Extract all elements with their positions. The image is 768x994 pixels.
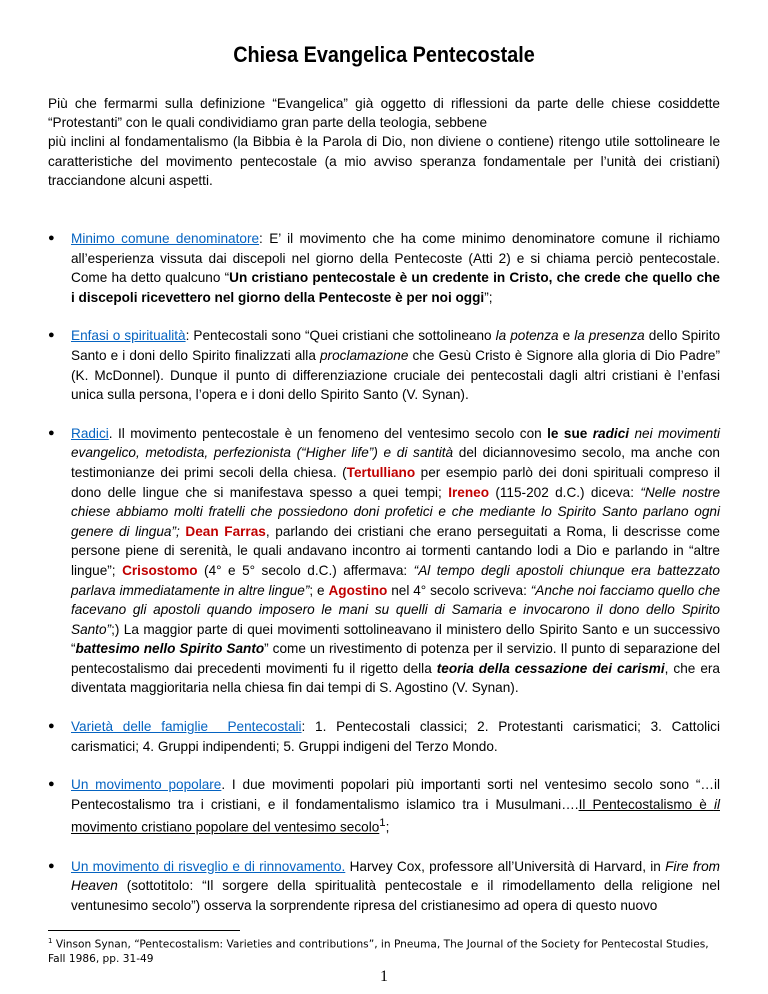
item-italic-text: proclamazione bbox=[320, 347, 409, 363]
item-italic-text: la potenza bbox=[495, 328, 559, 344]
item-text: (115-202 d.C.) diceva: bbox=[489, 484, 641, 500]
item-heading-dot: . bbox=[341, 858, 346, 874]
item-text: del diciannovesimo secolo, ma anche con testimonianze dei primi secoli della chiesa. ( bbox=[71, 445, 720, 480]
item-text: (sottotitolo: “Il sorgere della spiritualità pentecostale e il rimodellamento della religione nel ventunesimo secolo”) osserva la sorprendente ripresa del cristianesimo ad opera di questo nuovo bbox=[71, 878, 720, 913]
footnote-text: Vinson Synan, “Pentecostalism: Varieties and contributions”, in Pneuma, The Journal of the Society for Pentecostal Studies, Fall 1986, pp. 31-49 bbox=[48, 938, 709, 965]
item-text: nel 4° secolo scriveva: bbox=[387, 582, 531, 598]
item-italic-text: Fire from Heaven bbox=[71, 858, 721, 894]
item-text: (4° e 5° secolo d.C.) affermava: bbox=[197, 562, 414, 578]
bullet-icon: ● bbox=[48, 720, 55, 733]
list-item bbox=[48, 424, 720, 698]
item-text: ” come un rivestimento di potenza per il servizio. Il punto di separazione del pentecostalismo dai precedenti movimenti fu il rigetto della bbox=[71, 641, 720, 676]
author-name: Agostino bbox=[328, 582, 388, 598]
author-name: Tertulliano bbox=[346, 464, 416, 480]
item-underlined-italic-text: il bbox=[713, 796, 720, 812]
item-text: dello Spirito Santo e i doni dello Spirito finalizzati alla bbox=[71, 328, 721, 363]
author-name: Crisostomo bbox=[122, 562, 198, 578]
item-bold-text: Un cristiano pentecostale è un credente in Cristo, che crede che quello che i discepoli ricevettero nel giorno della Pentecoste è per noi oggi bbox=[71, 270, 720, 305]
item-italic-text: “Al tempo degli apostoli chiunque era battezzato parlava immediatamente in altre lingue” bbox=[71, 562, 720, 598]
item-text: , che era diventata maggioritaria nella chiesa fin dai tempi di S. Agostino (V. Synan). bbox=[71, 660, 720, 696]
item-italic-text: “Anche noi facciamo quello che facevano gli apostoli quando imposero le mani su quelli di Samaria e invocarono il dono dello Spirito Santo” bbox=[71, 582, 721, 637]
item-text: ;) La maggior parte di quei movimenti sottolineavano il ministero dello Spirito Santo e un successivo “ bbox=[71, 621, 720, 657]
item-text: Harvey Cox, professore all’Università di Harvard, in bbox=[345, 858, 666, 874]
item-text: ”; bbox=[484, 289, 493, 305]
intro-line-1: Più che fermarmi sulla definizione “Evangelica” già oggetto di riflessioni da parte delle chiese cosiddette “Protestanti” con le quali condividiamo gran parte della teologia, sebbene bbox=[48, 96, 720, 131]
item-text: per esempio parlò dei doni spirituali compreso il dono delle lingue che si manifestava spesso a quei tempi; bbox=[71, 464, 721, 500]
footnote bbox=[48, 934, 720, 966]
item-heading-link[interactable]: Enfasi o spiritualità bbox=[71, 328, 186, 344]
item-heading-link[interactable]: Un movimento di risveglio e di rinnovamento bbox=[71, 858, 342, 874]
list-item bbox=[48, 326, 720, 404]
item-text: : 1. Pentecostali classici; 2. Protestanti carismatici; 3. Cattolici carismatici; 4. Gruppi indipendenti; 5. Gruppi indigeni del Terzo Mondo. bbox=[71, 719, 720, 754]
list-item bbox=[48, 775, 720, 837]
item-text: . Il movimento pentecostale è un fenomeno del ventesimo secolo con bbox=[108, 425, 548, 441]
item-text: , parlando dei cristiani che erano perseguitati a Roma, li descrisse come persone piene di serenità, le quali andavano incontro ai tormenti cantando lodi a Dio e parlando in “altre lingue”; bbox=[71, 523, 720, 578]
page-title: Chiesa Evangelica Pentecostale bbox=[233, 42, 535, 67]
bullet-list bbox=[48, 229, 720, 934]
intro-line-2: più inclini al fondamentalismo (la Bibbia è la Parola di Dio, non diviene o contiene) ritengo utile sottolineare le caratteristiche del movimento pentecostale (a mio avviso speranza fondamentale per l’unità dei cristiani) tracciandone alcuni aspetti. bbox=[48, 134, 720, 188]
item-bold-italic-text: teoria della cessazione dei carismi bbox=[436, 660, 665, 676]
item-bold-text: le sue bbox=[547, 425, 593, 441]
item-heading-link[interactable]: Minimo comune denominatore bbox=[71, 231, 260, 246]
list-item bbox=[48, 717, 720, 756]
footnote-number: 1 bbox=[48, 937, 53, 945]
bullet-icon: ● bbox=[48, 859, 55, 872]
list-item bbox=[48, 229, 720, 307]
item-bold-italic-text: radici bbox=[592, 425, 630, 441]
item-text: . I due movimenti popolari più importanti sorti nel ventesimo secolo sono “…il Pentecostalismo tra i cristiani, e il fondamentalismo islamico tra i Musulmani…. bbox=[71, 777, 720, 812]
item-text: ; bbox=[385, 819, 390, 835]
item-text: che Gesù Cristo è Signore alla gloria di Dio Padre” (K. McDonnel). Dunque il punto di differenziazione cruciale dei pentecostali dagli altri cristiani è l’enfasi unica sulla persona, l’opera e i doni dello Spirito Santo (V. Synan). bbox=[71, 347, 720, 403]
page-number: 1 bbox=[380, 968, 388, 985]
item-text: : Pentecostali sono “Quei cristiani che sottolineano bbox=[185, 328, 496, 344]
item-bold-italic-text: battesimo nello Spirito Santo bbox=[75, 641, 265, 657]
author-name: Dean Farras bbox=[185, 523, 266, 539]
bullet-icon: ● bbox=[48, 778, 55, 791]
item-italic-text: “Nelle nostre chiese abbiamo molti fratelli che possiedono doni profetici e che mediante lo Spirito Santo parlano ogni genere di lingua”; bbox=[71, 484, 721, 539]
author-name: Ireneo bbox=[448, 484, 489, 500]
item-underlined-text: Il Pentecostalismo è bbox=[578, 796, 714, 812]
item-text: ; e bbox=[309, 582, 329, 598]
item-italic-text: nei movimenti evangelico, metodista, perfezionista (“Higher life”) e di santità bbox=[71, 425, 720, 461]
item-text: : E’ il movimento che ha come minimo denominatore comune il richiamo all’esperienza vissuta dai discepoli nel giorno della Pentecoste (Atti 2) e si chiama perciò pentecostale. Come ha detto qualcuno “ bbox=[71, 231, 720, 286]
bullet-icon: ● bbox=[48, 426, 55, 439]
list-item bbox=[48, 857, 720, 916]
item-italic-text: la presenza bbox=[574, 328, 645, 344]
item-heading-link[interactable]: Varietà delle famiglie Pentecostali bbox=[71, 719, 302, 735]
item-heading-link[interactable]: Un movimento popolare bbox=[71, 777, 222, 793]
item-heading-link[interactable]: Radici bbox=[71, 425, 109, 441]
item-underlined-text: movimento cristiano popolare del ventesimo secolo bbox=[71, 819, 380, 835]
footnote-divider bbox=[48, 930, 240, 931]
footnote-ref[interactable]: 1 bbox=[379, 817, 386, 830]
intro-paragraph bbox=[48, 94, 720, 190]
bullet-icon: ● bbox=[48, 232, 55, 244]
item-text: e bbox=[558, 328, 575, 344]
bullet-icon: ● bbox=[48, 329, 55, 342]
